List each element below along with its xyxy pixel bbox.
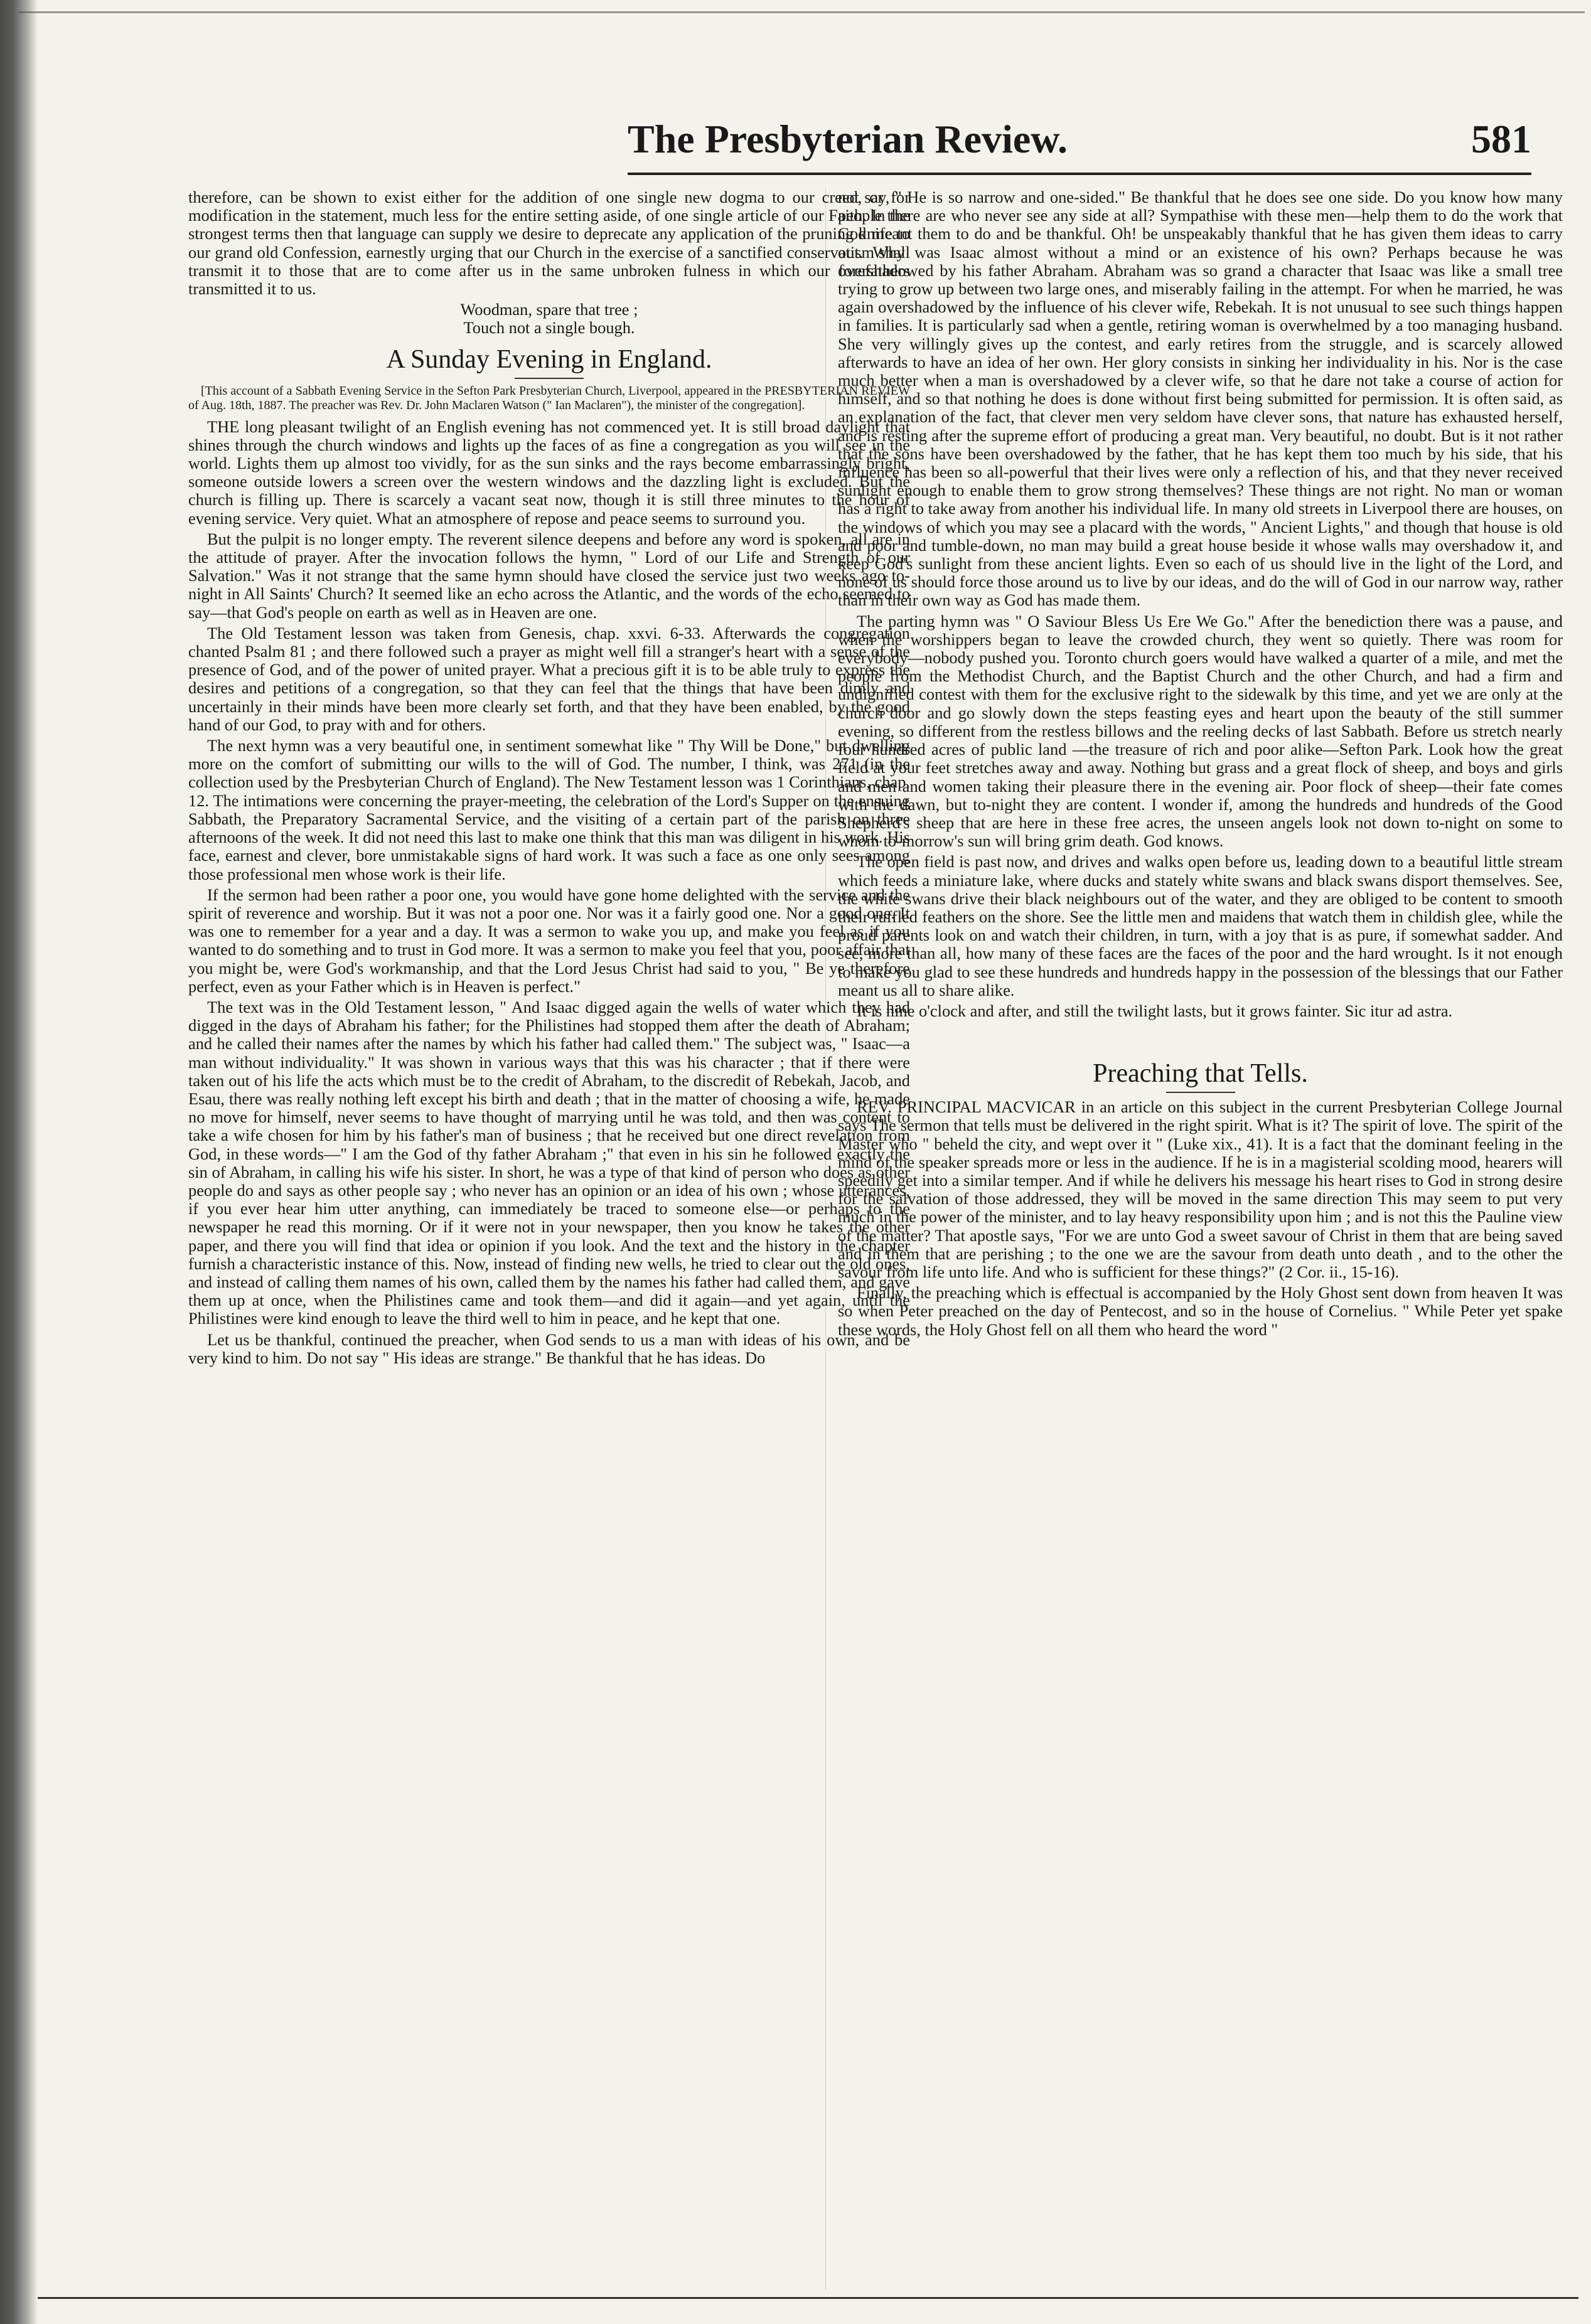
verse-line: Woodman, spare that tree ; xyxy=(460,300,638,319)
body-paragraph: The open field is past now, and drives and walks open before us, leading down to a beautiful little stream which feeds a miniature lake, where ducks and stately white swans and black swans disport themselves. See, the white swans drive their black neighbours out of the water, and they are obliged to be content to smooth their ruffled feathers on the shore. See the little men and maidens that watch them in childish glee, while the proud parents look on and watch their children, in turn, with a joy that is as pure, if somewhat sadder. And see, more than all, how many of these faces are the faces of the poor and the hard wrought. Is it not enough to make you glad to see these hundreds and hundreds happy in the possession of the blessings that our Father meant us all to share alike. xyxy=(838,852,1563,999)
body-paragraph: REV. PRINCIPAL MACVICAR in an article on this subject in the current Presbyterian College Journal says The sermon that tells must be delivered in the right spirit. What is it? The spirit of love. The spirit of the Master who " beheld the city, and wept over it " (Luke xix., 41). It is a fact that the dominant feeling in the mind of the speaker spreads more or less in the audience. If he is in a magisterial scolding mood, hearers will speedily get into a similar temper. And if while he delivers his message his heart rises to God in strong desire for the salvation of those addressed, they will be moved in the same direction This may seem to put very much in the power of the minister, and to lay heavy responsibility upon him ; and is not this the Pauline view of the matter? That apostle says, "For we are unto God a sweet savour of Christ in them that are being saved and in them that are perishing ; to the one we are the savour from death unto death , and to the other the savour from life unto life. And who is sufficient for these things?" (2 Cor. ii., 15-16). xyxy=(838,1097,1563,1281)
title-rule xyxy=(1166,1092,1235,1093)
body-paragraph: The parting hymn was " O Saviour Bless Us Ere We Go." After the benediction there was a pause, and when the worshippers began to leave the crowded church, they went so quietly. There was room for everybody—nobody pushed you. Toronto church goers would have walked a quarter of a mile, and met the people from the Methodist Church, and the Baptist Church and the other Church, and had a firm and undignified contest with them for the exclusive right to the sidewalk by this time, and yet we are only at the church door and go slowly down the steps feasting eyes and heart upon the beauty of the still summer evening, so different from the restless billows and the reeling decks of last Sabbath. Before us stretch nearly four hundred acres of public land —the treasure of rich and poor alike—Sefton Park. Look how the great field at your feet stretches away and away. Nothing but grass and a great flock of sheep, and boys and girls and men and women taking their pleasure there in the evening air. Poor flock of sheep—their fate comes with the dawn, but to-night they are content. I wonder if, among the hundreds and hundreds of the Good Shepherd's sheep that are here in these free acres, the unseen angels look not down to-night on some to whom to-morrow's sun will bring grim death. God knows. xyxy=(838,611,1563,851)
journal-title: The Presbyterian Review. xyxy=(628,117,1068,161)
top-rule xyxy=(19,11,1585,17)
binding-shadow xyxy=(0,0,38,2324)
body-paragraph: not say, " He is so narrow and one-sided." Be thankful that he does see one side. Do you know how many people there are who never see any side at all? Sympathise with these men—help them to do the work that God meant them to do and be thankful. Oh! be unspeakably thankful that he has given them ideas to carry out. Why was Isaac almost without a mind or an existence of his own? Perhaps because he was overshadowed by his father Abraham. Abraham was so grand a character that Isaac was like a small tree trying to grow up between two large ones, and miserably failing in the attempt. For when he married, he was again overshadowed by the influence of his clever wife, Rebekah. It is not unusual to see such things happen in families. It is particularly sad when a gentle, retiring woman is overwhelmed by a too managing husband. She very willingly gives up the contest, and early retires from the struggle, and is scarcely allowed afterwards to have an idea of her own. Her glory consists in sinking her individuality in his. Nor is the case much better when a man is overshadowed by a clever wife, so that he dare not take a course of action for himself, and so that nothing he does is done without first being submitted for permission. It is often said, as an explanation of the fact, that clever men very seldom have clever sons, that nature has exhausted herself, and is resting after the supreme effort of producing a great man. Very beautiful, no doubt. But is it not rather that the sons have been overshadowed by the father, that he has kept them too much by his side, that his influence has been so all-powerful that their lives were only a reflection of his, and that they never received sunlight enough to enable them to grow strong themselves? These things are not right. No man or woman has a right to take away from another his individual life. In many old streets in Liverpool there are houses, on the windows of which you may see a placard with the words, " Ancient Lights," and though that house is old and poor and tumble-down, no man may build a great house beside it whose walls may overshadow it, and keep God's sunlight from these ancient lights. Even so each of us should live in the light of the Lord, and none of us should force those around us to live by our ideas, and do the will of God in our narrow way, rather than in their own way as God has made them. xyxy=(838,188,1563,610)
body-paragraph: The text was in the Old Testament lesson, " And Isaac digged again the wells of water which they had digged in the days of Abraham his father; for the Philistines had stopped them after the death of Abraham; and he called their names after the names by which his father had called them." The subject was, " Isaac—a man without individuality." It was shown in various ways that this was his character ; that if there were taken out of his life the acts which must be to the credit of Abraham, to the discredit of Rebekah, Jacob, and Esau, there was really nothing left except his birth and death ; that in the matter of choosing a wife, he made no move for himself, never seems to have thought of marrying until he was told, and then was content to take a wife chosen for him by his father's man of business ; that he received but one direct revelation from God, in these words—" I am the God of thy father Abraham ;" that even in his sin he followed exactly the sin of Abraham, in calling his wife his sister. In short, he was a type of that kind of person who does as other people do and says as other people say ; who never has an opinion or an idea of his own ; whose utterances, if you ever hear him utter anything, can immediately be traced to someone else—or perhaps to the newspaper he read this morning. Or if it were not in your newspaper, then you know he takes the other paper, and there you will find that idea or opinion if you look. And the text and the history in the chapter furnish a characteristic instance of this. Now, instead of finding new wells, he tried to clear out the old ones, and instead of calling them names of his own, called them by the names his father had called them, and gave them up at once, when the Philistines came and took them—and did it again—and yet again, until the Philistines were kind enough to leave the third well to him in peace, and he kept that one. xyxy=(188,997,910,1328)
article-title xyxy=(188,344,910,379)
body-paragraph: But the pulpit is no longer empty. The reverent silence deepens and before any word is spoken, all are in the attitude of prayer. After the invocation follows the hymn, " Lord of our Life and Strength of our Salvation." Was it not strange that the same hymn should have closed the service just two weeks ago to-night in All Saints' Church? It seemed like an echo across the Atlantic, and the words of the echo seemed to say—that God's people on earth as well as in Heaven are one. xyxy=(188,529,910,622)
article-title-text: A Sunday Evening in England. xyxy=(386,344,712,374)
body-paragraph: THE long pleasant twilight of an English evening has not commenced yet. It is still broad daylight that shines through the church windows and lights up the faces of as fine a congregation as you will see in the world. Lights them up almost too vividly, for as the sun sinks and the rays become embarrassingly bright, someone outside lowers a screen over the western windows and the dazzling light is excluded. But the church is filling up. There is scarcely a vacant seat now, though it is still three minutes to the hour of evening service. Very quiet. What an atmosphere of repose and peace seems to surround you. xyxy=(188,417,910,528)
body-paragraph: The Old Testament lesson was taken from Genesis, chap. xxvi. 6-33. Afterwards the congregation chanted Psalm 81 ; and there followed such a prayer as might well fill a stranger's heart with a sense of the presence of God, and of the power of united prayer. What a precious gift it is to be able truly to express the desires and petitions of a congregation, so that they can feel that the things that have been dimly and uncertainly in their minds have been more clearly set forth, and that they have been enabled, by the good hand of our God, to pray with and for others. xyxy=(188,623,910,734)
page-header xyxy=(628,116,1531,175)
body-paragraph: The next hymn was a very beautiful one, in sentiment somewhat like " Thy Will be Done," but dwelling more on the comfort of submitting our wills to the will of God. The number, I think, was 271 (in the collection used by the Presbyterian Church of England). The New Testament lesson was 1 Corinthians, chap. 12. The intimations were concerning the prayer-meeting, the celebration of the Lord's Supper on the ensuing Sabbath, the Preparatory Sacramental Service, and the visiting of a certain part of the parish on three afternoons of the week. It did not need this last to make one think that this man was diligent in his work. His face, earnest and clever, bore unmistakable signs of hard work. It was such a face as one only sees among those professional men whose work is their life. xyxy=(188,736,910,883)
right-column xyxy=(838,188,1563,1341)
article-title xyxy=(838,1058,1563,1093)
body-paragraph: If the sermon had been rather a poor one, you would have gone home delighted with the service and the spirit of reverence and worship. But it was not a poor one. Nor was it a fairly good one. Nor a good one. It was one to remember for a year and a day. It was a sermon to wake you up, and make you feel as if you wanted to do something and to trust in God more. It was a sermon to make you feel that you, poor affair that you might be, were God's workmanship, and that the Lord Jesus Christ had said to you, " Be ye therefore perfect, even as your Father which is in Heaven is perfect." xyxy=(188,885,910,996)
intro-paragraph: therefore, can be shown to exist either for the addition of one single new dogma to our creed, or for modification in the statement, much less for the entire setting aside, of one single article of our Faith. In the strongest terms then that language can supply we desire to deprecate any application of the pruning knife to our grand old Confession, earnestly urging that our Church in the exercise of a sanctified conservatism shall transmit it to those that are to come after us in the same unbroken fulness in which our forefathers transmitted it to us. xyxy=(188,188,910,299)
body-paragraph: Finally, the preaching which is effectual is accompanied by the Holy Ghost sent down from heaven It was so when Peter preached on the day of Pentecost, and so in the house of Cornelius. " While Peter yet spake these words, the Holy Ghost fell on all them who heard the word " xyxy=(838,1283,1563,1339)
title-rule xyxy=(515,378,584,379)
body-paragraph: It is nine o'clock and after, and still the twilight lasts, but it grows fainter. Sic itur ad astra. xyxy=(857,1001,1453,1020)
verse-line: Touch not a single bough. xyxy=(463,318,635,338)
page-number: 581 xyxy=(1471,117,1531,161)
article-title-text: Preaching that Tells. xyxy=(1093,1059,1308,1089)
body-paragraph: Let us be thankful, continued the preacher, when God sends to us a man with ideas of his own, and be very kind to him. Do not say " His ideas are strange." Be thankful that he has ideas. Do xyxy=(188,1330,910,1367)
bottom-rule xyxy=(38,2297,1578,2299)
column-divider xyxy=(825,188,826,2290)
article-note: [This account of a Sabbath Evening Service in the Sefton Park Presbyterian Church, Liverpool, appeared in the PRESBYTERIAN REVIEW of Aug. 18th, 1887. The preacher was Rev. Dr. John Maclaren Watson (" Ian Maclaren"), the minister of the congregation]. xyxy=(188,383,910,412)
left-column xyxy=(188,188,910,2259)
